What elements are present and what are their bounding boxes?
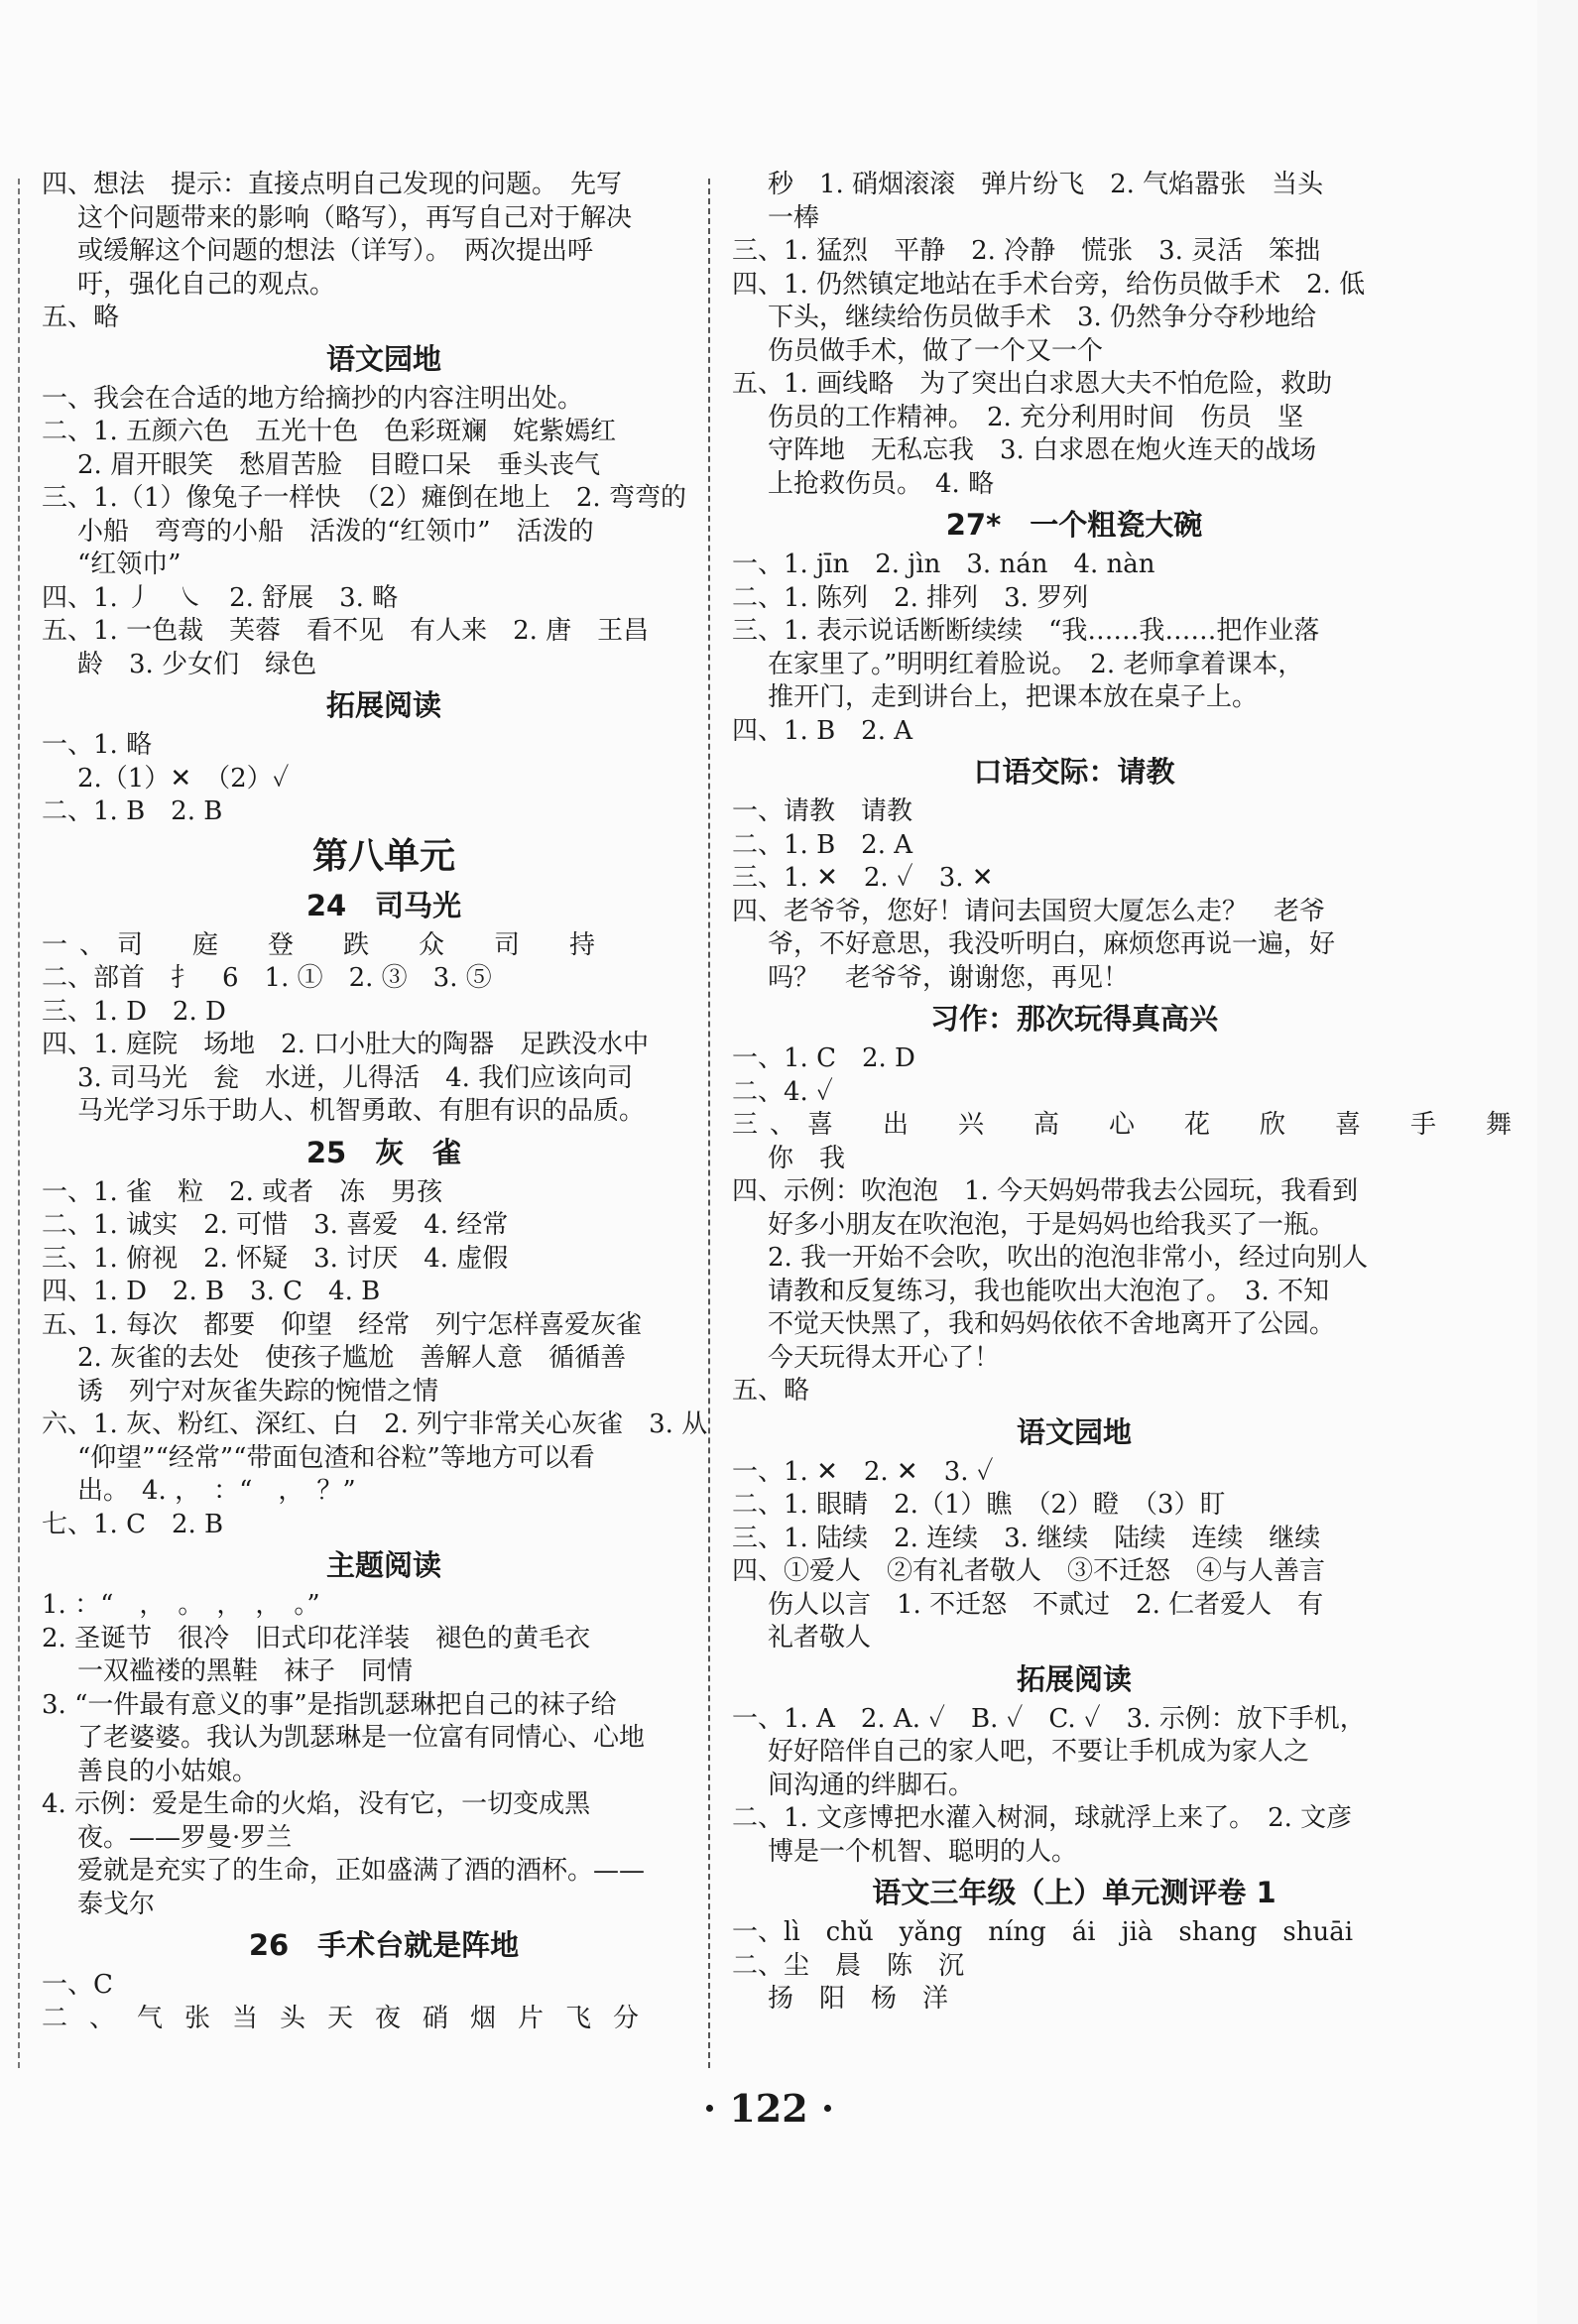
section-heading: 语文三年级（上）单元测评卷 1 [872, 1876, 1276, 1909]
answer-line: 三、1.（1）像兔子一样快 （2）瘫倒在地上 2. 弯弯的 [42, 483, 686, 513]
answer-line: 四、示例：吹泡泡 1. 今天妈妈带我去公园玩，我看到 [732, 1176, 1359, 1206]
answer-line: 爷，不好意思，我没听明白，麻烦您再说一遍，好 [768, 929, 1336, 959]
answer-line: 一、1. 略 [42, 730, 153, 760]
answer-line: 伤人以言 1. 不迁怒 不贰过 2. 仁者爱人 有 [768, 1589, 1324, 1620]
answer-line: 四、老爷爷，您好！请问去国贸大厦怎么走？ 老爷 [732, 896, 1326, 926]
answer-line: 夜。——罗曼·罗兰 [77, 1822, 293, 1853]
answer-line: “仰望”“经常”“带面包渣和谷粒”等地方可以看 [77, 1442, 595, 1473]
answer-line: 一、1. A 2. A. ✓ B. ✓ C. ✓ 3. 示例：放下手机， [732, 1703, 1366, 1734]
answer-line: 2. 圣诞节 很冷 旧式印花洋装 褪色的黄毛衣 [42, 1623, 591, 1653]
answer-line: 三、1. 俯视 2. 怀疑 3. 讨厌 4. 虚假 [42, 1243, 509, 1274]
answer-line: 伤员的工作精神。 2. 充分利用时间 伤员 坚 [768, 402, 1304, 432]
answer-line: 3. 司马光 瓮 水迸，儿得活 4. 我们应该向司 [77, 1062, 634, 1093]
answer-line: 了老婆婆。我认为凯瑟琳是一位富有同情心、心地 [77, 1723, 646, 1753]
answer-line: 一、1. C 2. D [732, 1043, 915, 1073]
answer-line: 伤员做手术，做了一个又一个 [768, 335, 1104, 366]
answer-line: 二、1. B 2. B [42, 796, 223, 826]
answer-line: 四、1. 丿 ㇏ 2. 舒展 3. 略 [42, 582, 399, 613]
section-heading: 口语交际：请教 [973, 755, 1175, 789]
section-heading: 25 灰 雀 [305, 1135, 462, 1169]
answer-line: 扬 阳 杨 洋 [768, 1984, 949, 2014]
answer-line: 出。 4. ， ：“ ， ？” [77, 1476, 356, 1506]
answer-line: 爱就是充实了的生命，正如盛满了酒的酒杯。—— [77, 1856, 646, 1886]
answer-line: 吁，强化自己的观点。 [77, 269, 336, 300]
answer-line: 五、略 [42, 303, 120, 332]
section-heading: 主题阅读 [325, 1548, 441, 1582]
answer-line: 六、1. 灰、粉红、深红、白 2. 列宁非常关心灰雀 3. 从 [42, 1409, 708, 1439]
answer-line: 好好陪伴自己的家人吧，不要让手机成为家人之 [768, 1737, 1310, 1767]
answer-line: 四、1. 仍然镇定地站在手术台旁，给伤员做手术 2. 低 [732, 269, 1366, 300]
answer-line: 五、1. 每次 都要 仰望 经常 列宁怎样喜爱灰雀 [42, 1309, 643, 1340]
answer-line: 一、1. ✕ 2. ✕ 3. ✓ [732, 1456, 994, 1487]
answer-line: 一、1. jīn 2. jìn 3. nán 4. nàn [732, 550, 1155, 579]
answer-line: 一、C [42, 1970, 113, 2000]
answer-line: 泰戈尔 [77, 1889, 156, 1919]
answer-line: 好多小朋友在吹泡泡，于是妈妈也给我买了一瓶。 [768, 1209, 1336, 1240]
answer-line: 在家里了。”明明红着脸说。 2. 老师拿着课本， [768, 649, 1304, 679]
answer-line: 吗？ 老爷爷，谢谢您，再见！ [768, 962, 1130, 993]
answer-line: 四、1. B 2. A [732, 715, 913, 746]
answer-line: 三、喜 出 兴 高 心 花 欣 喜 手 舞 [732, 1110, 1524, 1140]
answer-line: 今天玩得太开心了！ [768, 1342, 1001, 1373]
answer-line: 四、1. D 2. B 3. C 4. B [42, 1277, 381, 1306]
answer-line: 三、1. 陆续 2. 连续 3. 继续 陆续 连续 继续 [732, 1523, 1321, 1553]
answer-line: 3. “一件最有意义的事”是指凯瑟琳把自己的袜子给 [42, 1689, 617, 1720]
answer-line: 四、1. 庭院 场地 2. 口小肚大的陶器 足跌没水中 [42, 1030, 650, 1059]
answer-line: 2. 眉开眼笑 愁眉苦脸 目瞪口呆 垂头丧气 [77, 449, 601, 480]
answer-line: 二、部首 扌 6 1. ① 2. ③ 3. ⑤ [42, 963, 492, 993]
section-heading: 24 司马光 [305, 888, 462, 922]
answer-line: 一、司 庭 登 跌 众 司 持 [42, 929, 608, 960]
answer-line: 二、尘 晨 陈 沉 [732, 1950, 965, 1981]
answer-line: 七、1. C 2. B [42, 1509, 224, 1539]
page-number: · 122 · [702, 2086, 835, 2131]
section-heading: 语文园地 [325, 341, 441, 376]
section-heading: 语文园地 [1016, 1414, 1132, 1449]
section-heading: 26 手术台就是阵地 [248, 1928, 520, 1962]
answer-line: 四、想法 提示：直接点明自己发现的问题。 先写 [42, 170, 623, 199]
section-heading: 拓展阅读 [1016, 1661, 1132, 1696]
answer-line: 二、1. 陈列 2. 排列 3. 罗列 [732, 582, 1089, 613]
answer-line: 2. 我一开始不会吹，吹出的泡泡非常小，经过向别人 [768, 1243, 1369, 1273]
answer-line: 博是一个机智、聪明的人。 [768, 1836, 1078, 1867]
answer-line: 二、1. B 2. A [732, 829, 913, 860]
answer-line: 请教和反复练习，我也能吹出大泡泡了。 3. 不知 [768, 1276, 1330, 1306]
answer-line: 1. ：“ ， 。 ， ， 。” [42, 1590, 320, 1620]
answer-line: 一、1. 雀 粒 2. 或者 冻 男孩 [42, 1176, 443, 1207]
unit-heading: 第八单元 [311, 834, 455, 877]
section-heading: 27* 一个粗瓷大碗 [945, 508, 1203, 542]
answer-line: 五、略 [732, 1376, 810, 1406]
answer-line: 二、气张当头天夜硝烟片飞分 [42, 2003, 662, 2033]
answer-line: 4. 示例：爱是生命的火焰，没有它，一切变成黑 [42, 1789, 591, 1819]
answer-line: 龄 3. 少女们 绿色 [77, 649, 317, 679]
answer-line: 善良的小姑娘。 [77, 1756, 259, 1786]
right-column [732, 169, 1524, 2017]
answer-line: 你 我 [768, 1143, 846, 1173]
answer-line: 这个问题带来的影响（略写），再写自己对于解决 [77, 202, 633, 233]
answer-line: 马光学习乐于助人、机智勇敢、有胆有识的品质。 [77, 1096, 646, 1126]
left-margin-rule [18, 179, 20, 2068]
answer-line: 三、1. 猛烈 平静 2. 冷静 慌张 3. 灵活 笨拙 [732, 236, 1321, 266]
answer-line: 一、我会在合适的地方给摘抄的内容注明出处。 [42, 383, 584, 414]
answer-line: 三、1. 表示说话断断续续 “我……我……把作业落 [732, 616, 1320, 646]
answer-line: 四、①爱人 ②有礼者敬人 ③不迁怒 ④与人善言 [732, 1556, 1326, 1586]
answer-line: 三、1. ✕ 2. ✓ 3. ✕ [732, 863, 994, 893]
answer-line: 间沟通的绊脚石。 [768, 1770, 975, 1800]
answer-line: 五、1. 一色裁 芙蓉 看不见 有人来 2. 唐 王昌 [42, 616, 650, 646]
answer-line: 一棒 [768, 202, 820, 233]
answer-line: “红领巾” [77, 550, 182, 579]
answer-line: 二、1. 五颜六色 五光十色 色彩斑斓 姹紫嫣红 [42, 417, 617, 446]
answer-line: 一双褴褛的黑鞋 袜子 同情 [77, 1656, 414, 1686]
left-column [42, 169, 726, 2035]
answer-line: 推开门，走到讲台上，把课本放在桌子上。 [768, 682, 1259, 712]
answer-line: 或缓解这个问题的想法（详写）。 两次提出呼 [77, 236, 594, 266]
answer-line: 五、1. 画线略 为了突出白求恩大夫不怕危险，救助 [732, 369, 1333, 399]
answer-line: 秒 1. 硝烟滚滚 弹片纷飞 2. 气焰嚣张 当头 [768, 170, 1324, 199]
answer-line: 2. 灰雀的去处 使孩子尴尬 善解人意 循循善 [77, 1343, 627, 1373]
answer-line: 一、请教 请教 [732, 796, 913, 826]
answer-line: 三、1. D 2. D [42, 996, 226, 1027]
answer-line: 上抢救伤员。 4. 略 [768, 468, 995, 499]
answer-line: 二、1. 文彦博把水灌入树洞，球就浮上来了。 2. 文彦 [732, 1803, 1353, 1833]
answer-line: 二、1. 眼睛 2.（1）瞧 （2）瞪 （3）盯 [732, 1490, 1226, 1520]
answer-line: 不觉天快黑了，我和妈妈依依不舍地离开了公园。 [768, 1309, 1336, 1339]
answer-line: 诱 列宁对灰雀失踪的惋惜之情 [77, 1376, 439, 1407]
answer-line: 小船 弯弯的小船 活泼的“红领巾” 活泼的 [77, 516, 594, 547]
answer-line: 二、1. 诚实 2. 可惜 3. 喜爱 4. 经常 [42, 1210, 509, 1240]
answer-line: 一、lì chǔ yǎng níng ái jià shang shuāi [732, 1917, 1354, 1947]
section-heading: 拓展阅读 [325, 688, 441, 722]
answer-line: 2.（1）✕ （2）✓ [77, 763, 290, 794]
answer-line: 二、4. ✓ [732, 1076, 833, 1107]
section-heading: 习作：那次玩得真高兴 [929, 1002, 1218, 1036]
answer-line: 守阵地 无私忘我 3. 白求恩在炮火连天的战场 [768, 435, 1317, 465]
answer-line: 礼者敬人 [768, 1623, 872, 1652]
answer-line: 下头，继续给伤员做手术 3. 仍然争分夺秒地给 [768, 303, 1317, 332]
